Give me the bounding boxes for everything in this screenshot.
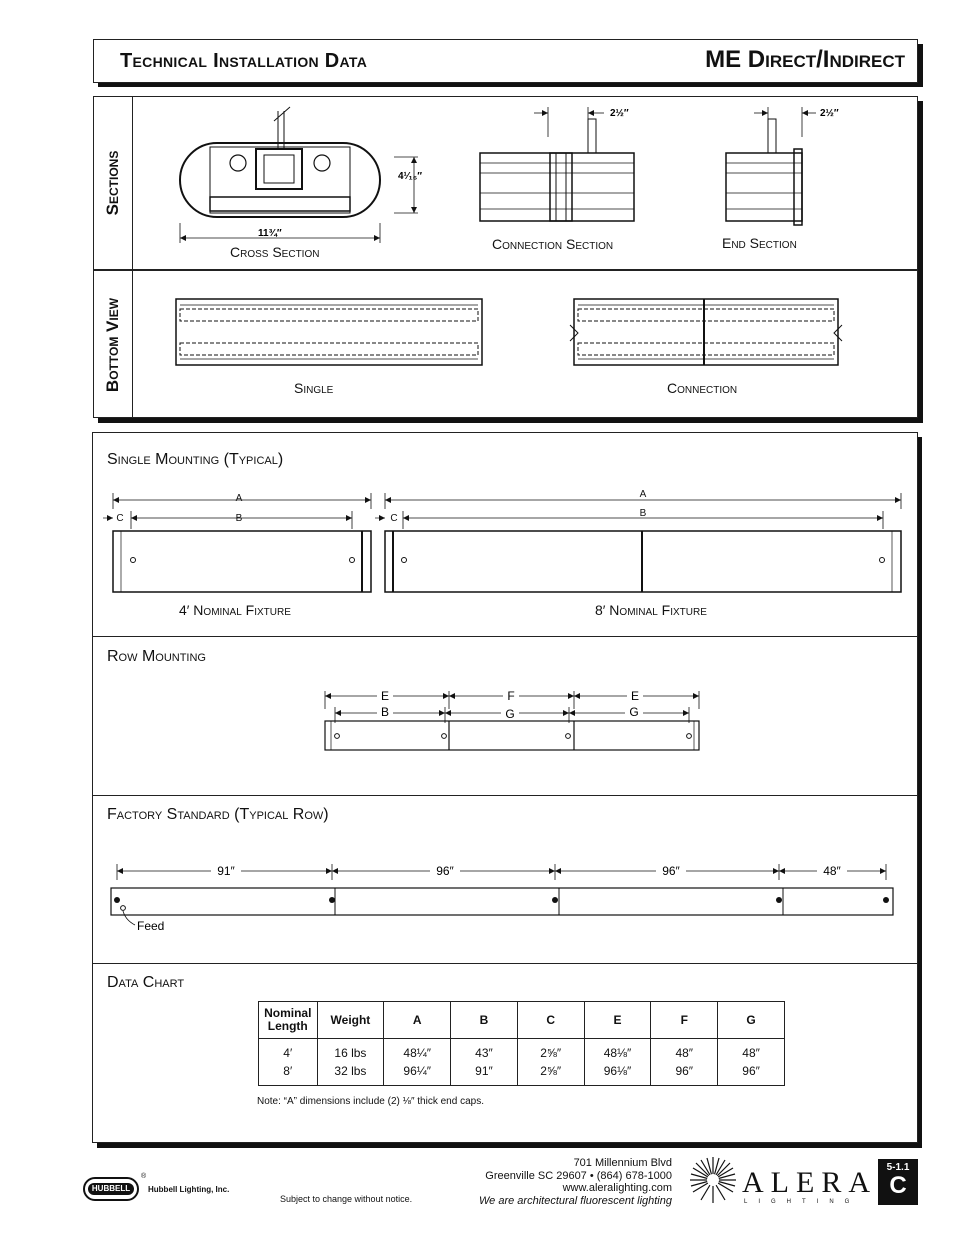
cell-g: 48″ 96″ [718, 1039, 785, 1086]
alera-sunburst-icon [688, 1155, 738, 1205]
address-city-phone: Greenville SC 29607 • (864) 678-1000 [485, 1169, 672, 1182]
page-title: Technical Installation Data [120, 50, 368, 72]
col-g: G [718, 1002, 785, 1039]
svg-text:C: C [116, 513, 124, 524]
col-a: A [384, 1002, 451, 1039]
svg-text:E: E [630, 689, 640, 703]
col-weight: Weight [317, 1002, 384, 1039]
alera-lighting-text: LIGHTING [744, 1199, 861, 1205]
svg-text:2½″: 2½″ [610, 108, 629, 119]
cell-nominal-length: 4′ 8′ [259, 1039, 318, 1086]
svg-text:G: G [629, 705, 639, 719]
factory-standard-drawing [93, 796, 917, 966]
address-street: 701 Millennium Blvd [573, 1157, 672, 1169]
four-foot-caption: 4′ Nominal Fixture [179, 602, 291, 618]
cell-c: 2⅝″ 2⅝″ [517, 1039, 584, 1086]
header-panel [93, 39, 918, 83]
tagline: We are architectural fluorescent lighting [478, 1194, 672, 1207]
cell-f: 48″ 96″ [651, 1039, 718, 1086]
product-title: ME Direct/Indirect [705, 46, 905, 73]
mounting-panel [92, 432, 918, 1143]
bottom-view-label: Bottom View [103, 297, 122, 393]
address-block [479, 1157, 672, 1207]
svg-text:4¹⁄₁₆″: 4¹⁄₁₆″ [398, 171, 423, 182]
data-chart-heading: Data Chart [107, 974, 185, 991]
cell-b: 43″ 91″ [451, 1039, 518, 1086]
hubbell-logo: HUBBELL [83, 1177, 139, 1201]
col-b: B [451, 1002, 518, 1039]
cell-a: 48¼″ 96¼″ [384, 1039, 451, 1086]
svg-text:A: A [639, 489, 647, 500]
sections-label: Sections [103, 150, 122, 216]
svg-text:2½″: 2½″ [820, 108, 839, 119]
eight-foot-caption: 8′ Nominal Fixture [595, 602, 707, 618]
sections-panel [93, 96, 918, 418]
svg-text:B: B [639, 508, 647, 519]
single-mounting-heading: Single Mounting (Typical) [107, 451, 284, 468]
connection-section-caption: Connection Section [492, 236, 614, 252]
website-link[interactable]: www.aleralighting.com [562, 1182, 672, 1194]
svg-text:Feed: Feed [137, 919, 165, 933]
page-number: 5-1.1 [886, 1162, 910, 1173]
alera-wordmark: ALERA [742, 1166, 877, 1199]
svg-text:F: F [507, 689, 515, 703]
cross-section-caption: Cross Section [230, 244, 320, 260]
svg-text:96″: 96″ [436, 864, 454, 878]
svg-text:A: A [235, 493, 243, 504]
table-header-row [259, 1002, 785, 1039]
row-mounting-drawing [93, 637, 917, 797]
page-number-badge [878, 1159, 918, 1205]
svg-text:96″: 96″ [662, 864, 680, 878]
table-row [259, 1039, 785, 1086]
svg-text:B: B [380, 705, 390, 719]
hubbell-registered-mark: ® [141, 1173, 147, 1180]
end-section-caption: End Section [722, 235, 797, 251]
svg-text:48″: 48″ [823, 864, 841, 878]
col-c: C [517, 1002, 584, 1039]
svg-text:11¾″: 11¾″ [258, 228, 282, 239]
cell-weight: 16 lbs 32 lbs [317, 1039, 384, 1086]
bottom-view-connection-drawing [94, 97, 917, 417]
factory-standard-heading: Factory Standard (Typical Row) [107, 806, 329, 823]
row-mounting-heading: Row Mounting [107, 648, 206, 665]
data-chart-note: Note: “A” dimensions include (2) ⅛″ thick end caps. [257, 1096, 484, 1107]
svg-text:C: C [390, 513, 398, 524]
cell-e: 48⅛″ 96⅛″ [584, 1039, 651, 1086]
col-e: E [584, 1002, 651, 1039]
svg-text:G: G [505, 707, 515, 721]
bottom-single-caption: Single [294, 380, 334, 396]
page-letter: C [889, 1172, 907, 1199]
disclaimer: Subject to change without notice. [280, 1194, 413, 1204]
col-nominal-length: Nominal Length [259, 1002, 318, 1039]
hubbell-company-name: Hubbell Lighting, Inc. [148, 1185, 230, 1194]
col-f: F [651, 1002, 718, 1039]
svg-text:91″: 91″ [217, 864, 235, 878]
svg-text:B: B [235, 513, 243, 524]
svg-text:E: E [380, 689, 390, 703]
bottom-connection-caption: Connection [667, 380, 738, 396]
data-chart-table [258, 1001, 785, 1086]
